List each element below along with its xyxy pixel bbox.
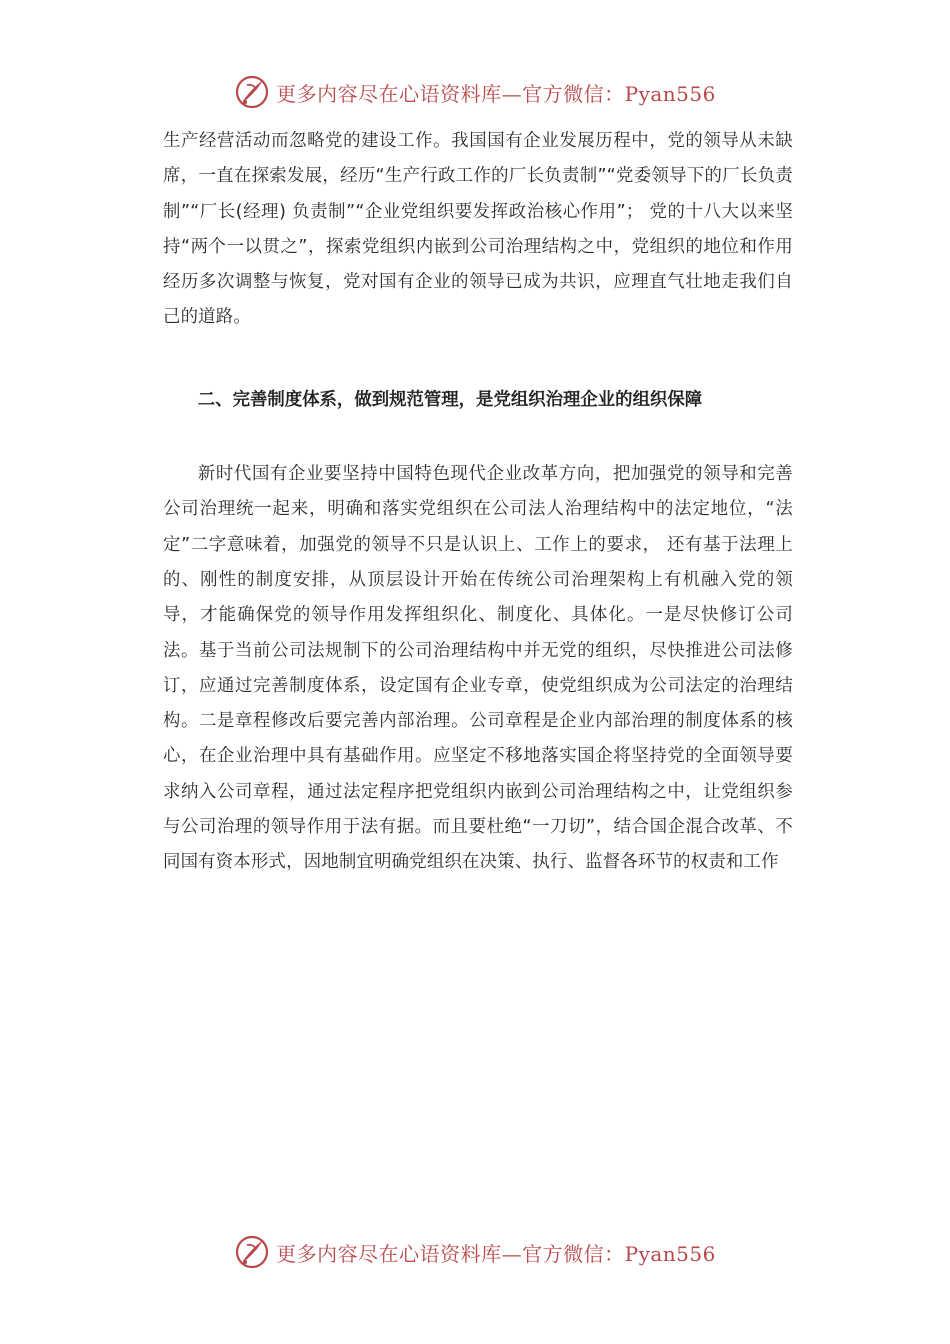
header-watermark	[0, 70, 950, 114]
watermark-text: 更多内容尽在心语资料库—官方微信：Pyan556	[276, 1241, 716, 1266]
paragraph-continued: 生产经营活动而忽略党的建设工作。我国国有企业发展历程中，党的领导从未缺席，一直在探索发展，经历“生产行政工作的厂长负责制”“党委领导下的厂长负责制”“厂长(经理) 负责制”“企业党组织要发挥政治核心作用”； 党的十八大以来坚持“两个一以贯之”，探索党组织内嵌到公司治理结构之中，党组织的地位和作用经历多次调整与恢复，党对国有企业的领导已成为共识，应理直气壮地走我们自己的道路。	[163, 131, 793, 328]
watermark-text: 更多内容尽在心语资料库—官方微信：Pyan556	[276, 81, 716, 106]
section-heading: 二、完善制度体系，做到规范管理，是党组织治理企业的组织保障	[197, 389, 703, 410]
footer-watermark	[0, 1230, 950, 1274]
document-body	[163, 124, 793, 881]
quill-seal-logo-icon	[234, 1234, 270, 1270]
quill-seal-logo-icon	[234, 74, 270, 110]
paragraph-main: 新时代国有企业要坚持中国特色现代企业改革方向，把加强党的领导和完善公司治理统一起来，明确和落实党组织在公司法人治理结构中的法定地位，“法定”二字意味着，加强党的领导不只是认识上、工作上的要求， 还有基于法理上的、刚性的制度安排，从顶层设计开始在传统公司治理架构上有机融入党的领导，才能确保党的领导作用发挥组织化、制度化、具体化。一是尽快修订公司法。基于当前公司法规制下的公司治理结构中并无党的组织，尽快推进公司法修订，应通过完善制度体系，设定国有企业专章，使党组织成为公司法定的治理结构。二是章程修改后要完善内部治理。公司章程是企业内部治理的制度体系的核心，在企业治理中具有基础作用。应坚定不移地落实国企将坚持党的全面领导要求纳入公司章程，通过法定程序把党组织内嵌到公司治理结构之中，让党组织参与公司治理的领导作用于法有据。而且要杜绝“一刀切”，结合国企混合改革、不同国有资本形式，因地制宜明确党组织在决策、执行、监督各环节的权责和工作	[163, 464, 793, 873]
